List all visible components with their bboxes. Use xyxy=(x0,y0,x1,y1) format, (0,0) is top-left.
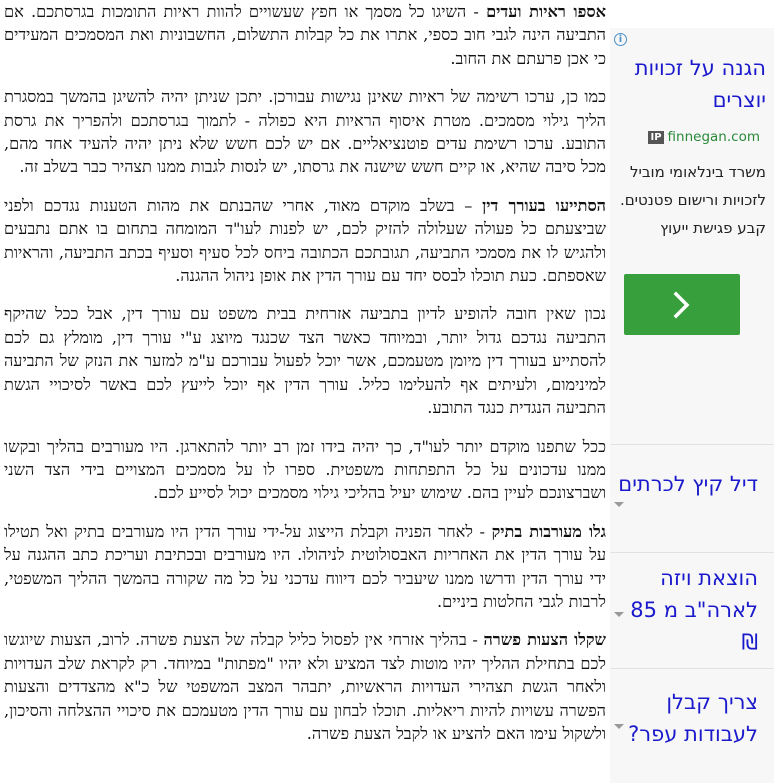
info-icon[interactable]: i xyxy=(614,33,627,46)
article-paragraph xyxy=(4,302,606,419)
paragraph-heading: אספו ראיות ועדים xyxy=(486,2,606,21)
ad-domain-text: finnegan.com xyxy=(667,129,760,145)
ad-title-link[interactable]: הגנה על זכויות יוצרים xyxy=(634,56,766,112)
heading-separator: – xyxy=(454,195,483,215)
paragraph-heading: גלו מעורבות בתיק xyxy=(491,521,606,541)
article-body xyxy=(4,0,606,783)
paragraph-heading: הסתייעו בעורך דין xyxy=(482,195,606,215)
paragraph-text: כמו כן, ערכו רשימה של ראיות שאינן נגישות עבורכן. יתכן שניתן יהיה להשיגן בהמשך במסגרת הליך גילוי מסמכים. מטרת איסוף הראיות היא כפולה - לתמוך בגרסתכם ולהפריך את גרסת התובע. ערכו רשימת עדים פוטנציאליים. אם יש לכם חשש שלא ניתן יהיה להעיד אחד מהם, מכל סיבה שהיא, או קיים חשש שישנה את גרסתו, יש לנסות לגבות ממנו תצהיר כבר בשלב זה. xyxy=(4,87,606,177)
article-paragraph xyxy=(4,0,606,70)
related-link-contractor[interactable]: צריך קבלן לעבודות עפר? xyxy=(628,690,758,746)
article-paragraph xyxy=(4,628,606,745)
chevron-right-icon xyxy=(671,291,693,319)
related-link-visa[interactable]: הוצאת ויזה לארה"ב מ 85 ₪ xyxy=(630,566,758,654)
paragraph-text: השיגו כל מסמך או חפץ שעשויים להוות ראיות התומכות בגרסתכם. אם התביעה הינה לגבי חוב כספי, אתרו את כל קבלות התשלום, החשבוניות ואת המסמכים המעידים כי אכן פרעתם את החוב. xyxy=(4,2,606,68)
divider xyxy=(610,552,774,553)
chevron-down-icon[interactable] xyxy=(614,724,624,729)
ip-logo-icon: IP xyxy=(650,132,662,143)
paragraph-text: ככל שתפנו מוקדם יותר לעו"ד, כך יהיה בידו זמן רב יותר להתארגן. היו מעורבים בהליך ובקשו ממנו עדכונים על כל התפתחות משפטית. ספרו לו על מסמכים המצויים בידי הצד השני ושברצונכם לעיין בהם. שימוש יעיל בהליכי גילוי מסמכים יכול לסייע לכם. xyxy=(4,436,606,503)
divider xyxy=(610,444,774,445)
paragraph-heading: שקלו הצעות פשרה xyxy=(483,630,606,650)
chevron-down-icon[interactable] xyxy=(614,612,624,617)
article-paragraph xyxy=(4,85,606,179)
article-paragraph xyxy=(4,520,606,614)
divider xyxy=(610,668,774,669)
paragraph-text: נכון שאין חובה להופיע לדיון בתביעה אזרחית בבית משפט עם עורך דין, אבל ככל שהיקף התביעה נגדכם גדול יותר, ובמיוחד כאשר הצד שכנגד מיוצג ע"י עורך דין, מומלץ גם לכם להסתייע בעורך דין מיומן מטעמכם, אשר יוכל לפעול עבורכם ע"מ למזער את הנזק של התביעה למינימום, ולעיתים אף להעלימו כליל. עורך הדין אף יוכל לייעץ לכם באשר לסיכויי הגשת התביעה הנגדית כנגד התובע. xyxy=(4,304,606,418)
heading-separator: - xyxy=(472,521,492,541)
related-link-crete[interactable]: דיל קיץ לכרתים xyxy=(618,472,758,496)
article-paragraph xyxy=(4,194,606,288)
ad-domain-link[interactable] xyxy=(648,129,760,145)
ad-cta-button[interactable] xyxy=(624,274,740,335)
ad-description: משרד בינלאומי מוביל לזכויות ורישום פטנטים. קבע פגישת ייעוץ xyxy=(619,163,766,237)
paragraph-text: לאחר הפניה וקבלת הייצוג על-ידי עורך הדין היו מעורבים בתיק ואל תטילו על עורך הדין את האחריות האבסולוטית לניהולו. היו מעורבים ובכתיבת ועריכת כתב ההגנה על ידי עורך הדין ודרשו ממנו שיעביר לכם דיווח עדכני על כל מה שקורה בהמשך ההליך המשפטי, לרבות לגבי החלטות ביניים. xyxy=(4,521,606,611)
heading-separator: - xyxy=(466,630,484,650)
paragraph-text: בהליך אזרחי אין לפסול כליל קבלה של הצעת פשרה. לרוב, הצעות שיוגשו לכם בתחילת ההליך יהיו מוטות לצד המציע ולא יהיו "מפתות" במיוחד. רק לקראת שלב העדויות ולאחר הגשת תצהירי העדויות הראשיות, יתבהר המצב המשפטי של כ"א מהצדדים והצעות הפשרה עשויות להיות ריאליות. תוכלו לבחון עם עורך הדין מטעמכם את סיכויי ההצלחה והסיכון, ולשקול עימו האם להציע או לקבל הצעת פשרה. xyxy=(4,630,606,743)
chevron-down-icon[interactable] xyxy=(614,502,624,507)
article-paragraph xyxy=(4,435,606,505)
ad-sidebar xyxy=(610,28,774,783)
paragraph-text: בשלב מוקדם מאוד, אחרי שהבנתם את מהות הטענות נגדכם ולפני שביצעתם כל פעולה שעלולה להזיק לכם, יש לפנות לעו"ד המומחה בתחום בו אתם נתבעים ולהגיש לו את מסמכי התביעה, תגובתכם הכתובה ביחס לכל סעיף וסעיף בכתב התביעה, והראיות שאספתם. כעת תוכלו לבסס יחד עם עורך הדין את אופן ניהול ההגנה. xyxy=(4,195,606,286)
heading-separator: - xyxy=(466,2,487,21)
